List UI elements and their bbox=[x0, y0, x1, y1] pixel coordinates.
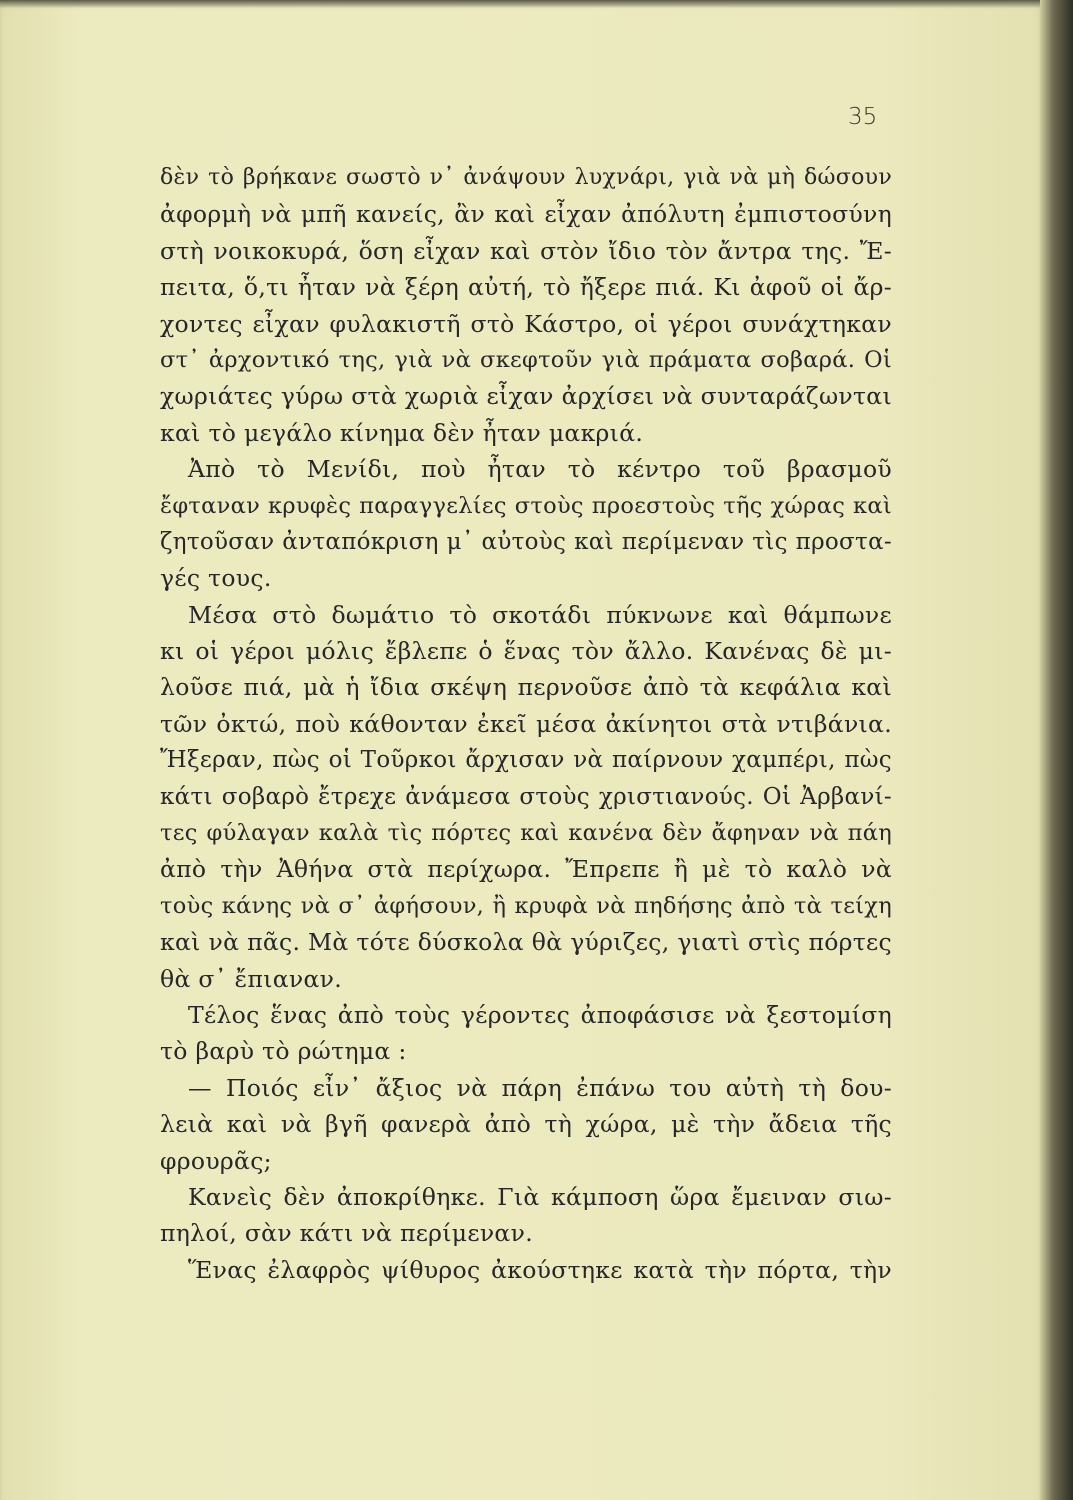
text-line: κι οἱ γέροι μόλις ἔβλεπε ὁ ἕνας τὸν ἄλλο. Κανένας δὲ μι- bbox=[160, 637, 892, 666]
text-line: Ἤξεραν, πὼς οἱ Τοῦρκοι ἄρχισαν νὰ παίρνουν χαμπέρι, πὼς bbox=[160, 747, 892, 774]
page-number: 35 bbox=[848, 104, 878, 130]
text-line: κάτι σοβαρὸ ἔτρεχε ἀνάμεσα στοὺς χριστιανούς. Οἱ Ἀρβανί- bbox=[160, 783, 892, 810]
text-line: Τέλος ἕνας ἀπὸ τοὺς γέροντες ἀποφάσισε νὰ ξεστομίση bbox=[188, 1000, 892, 1029]
text-line: πηλοί, σὰν κάτι νὰ περίμεναν. bbox=[160, 1219, 533, 1248]
text-line: θὰ σ᾽ ἔπιαναν. bbox=[160, 964, 342, 993]
text-line: ἀπὸ τὴν Ἀθήνα στὰ περίχωρα. Ἔπρεπε ἢ μὲ τὸ καλὸ νὰ bbox=[160, 855, 892, 884]
text-line: Μέσα στὸ δωμάτιο τὸ σκοτάδι πύκνωνε καὶ θάμπωνε bbox=[188, 600, 892, 629]
text-line: πειτα, ὅ,τι ἦταν νὰ ξέρη αὐτή, τὸ ἤξερε πιά. Κι ἀφοῦ οἱ ἄρ- bbox=[160, 273, 892, 302]
text-line: καὶ τὸ μεγάλο κίνημα δὲν ἦταν μακριά. bbox=[160, 418, 644, 447]
text-line: τῶν ὀκτώ, ποὺ κάθονταν ἐκεῖ μέσα ἀκίνητοι στὰ ντιβάνια. bbox=[160, 709, 892, 738]
text-line: ἔφταναν κρυφὲς παραγγελίες στοὺς προεστοὺς τῆς χώρας καὶ bbox=[160, 492, 892, 519]
text-line: Κανεὶς δὲν ἀποκρίθηκε. Γιὰ κάμποση ὥρα ἔμειναν σιω- bbox=[188, 1182, 892, 1211]
page-top-shadow bbox=[0, 0, 1040, 8]
text-line: Ἀπὸ τὸ Μενίδι, ποὺ ἦταν τὸ κέντρο τοῦ βρασμοῦ bbox=[188, 455, 892, 484]
text-line: λοῦσε πιά, μὰ ἡ ἴδια σκέψη περνοῦσε ἀπὸ τὰ κεφάλια καὶ bbox=[160, 673, 892, 702]
text-line: χοντες εἶχαν φυλακιστῆ στὸ Κάστρο, οἱ γέροι συνάχτηκαν bbox=[160, 309, 892, 338]
text-line: καὶ νὰ πᾶς. Μὰ τότε δύσκολα θὰ γύριζες, γιατὶ στὶς πόρτες bbox=[160, 928, 892, 957]
body-text bbox=[160, 160, 892, 1288]
text-line: ἀφορμὴ νὰ μπῆ κανείς, ἂν καὶ εἶχαν ἀπόλυτη ἐμπιστοσύνη bbox=[160, 200, 892, 229]
text-line: στὴ νοικοκυρά, ὅση εἶχαν καὶ στὸν ἴδιο τὸν ἄντρα της. Ἔ- bbox=[160, 236, 892, 265]
text-line: δὲν τὸ βρήκανε σωστὸ ν᾽ ἀνάψουν λυχνάρι, γιὰ νὰ μὴ δώσουν bbox=[160, 165, 892, 190]
text-line: τες φύλαγαν καλὰ τὶς πόρτες καὶ κανένα δὲν ἄφηναν νὰ πάη bbox=[160, 820, 892, 847]
text-line: λειὰ καὶ νὰ βγῆ φανερὰ ἀπὸ τὴ χώρα, μὲ τὴν ἄδεια τῆς bbox=[160, 1110, 892, 1139]
text-line: χωριάτες γύρω στὰ χωριὰ εἶχαν ἀρχίσει νὰ συνταράζωνται bbox=[160, 382, 892, 411]
text-line: — Ποιός εἶν᾽ ἄξιος νὰ πάρη ἐπάνω του αὐτὴ τὴ δου- bbox=[188, 1073, 892, 1102]
book-spine-edge bbox=[1040, 0, 1073, 1500]
text-line: τὸ βαρὺ τὸ ρώτημα : bbox=[160, 1037, 407, 1066]
text-line: φρουρᾶς; bbox=[160, 1146, 272, 1175]
text-line: ζητοῦσαν ἀνταπόκριση μ᾽ αὐτοὺς καὶ περίμεναν τὶς προστα- bbox=[160, 528, 892, 555]
text-line: Ἕνας ἐλαφρὸς ψίθυρος ἀκούστηκε κατὰ τὴν πόρτα, τὴν bbox=[188, 1255, 892, 1284]
text-line: στ᾽ ἀρχοντικό της, γιὰ νὰ σκεφτοῦν γιὰ πράματα σοβαρά. Οἱ bbox=[160, 346, 892, 373]
text-line: γές τους. bbox=[160, 564, 272, 593]
text-line: τοὺς κάνης νὰ σ᾽ ἀφήσουν, ἢ κρυφὰ νὰ πηδήσης ἀπὸ τὰ τείχη bbox=[160, 892, 892, 919]
